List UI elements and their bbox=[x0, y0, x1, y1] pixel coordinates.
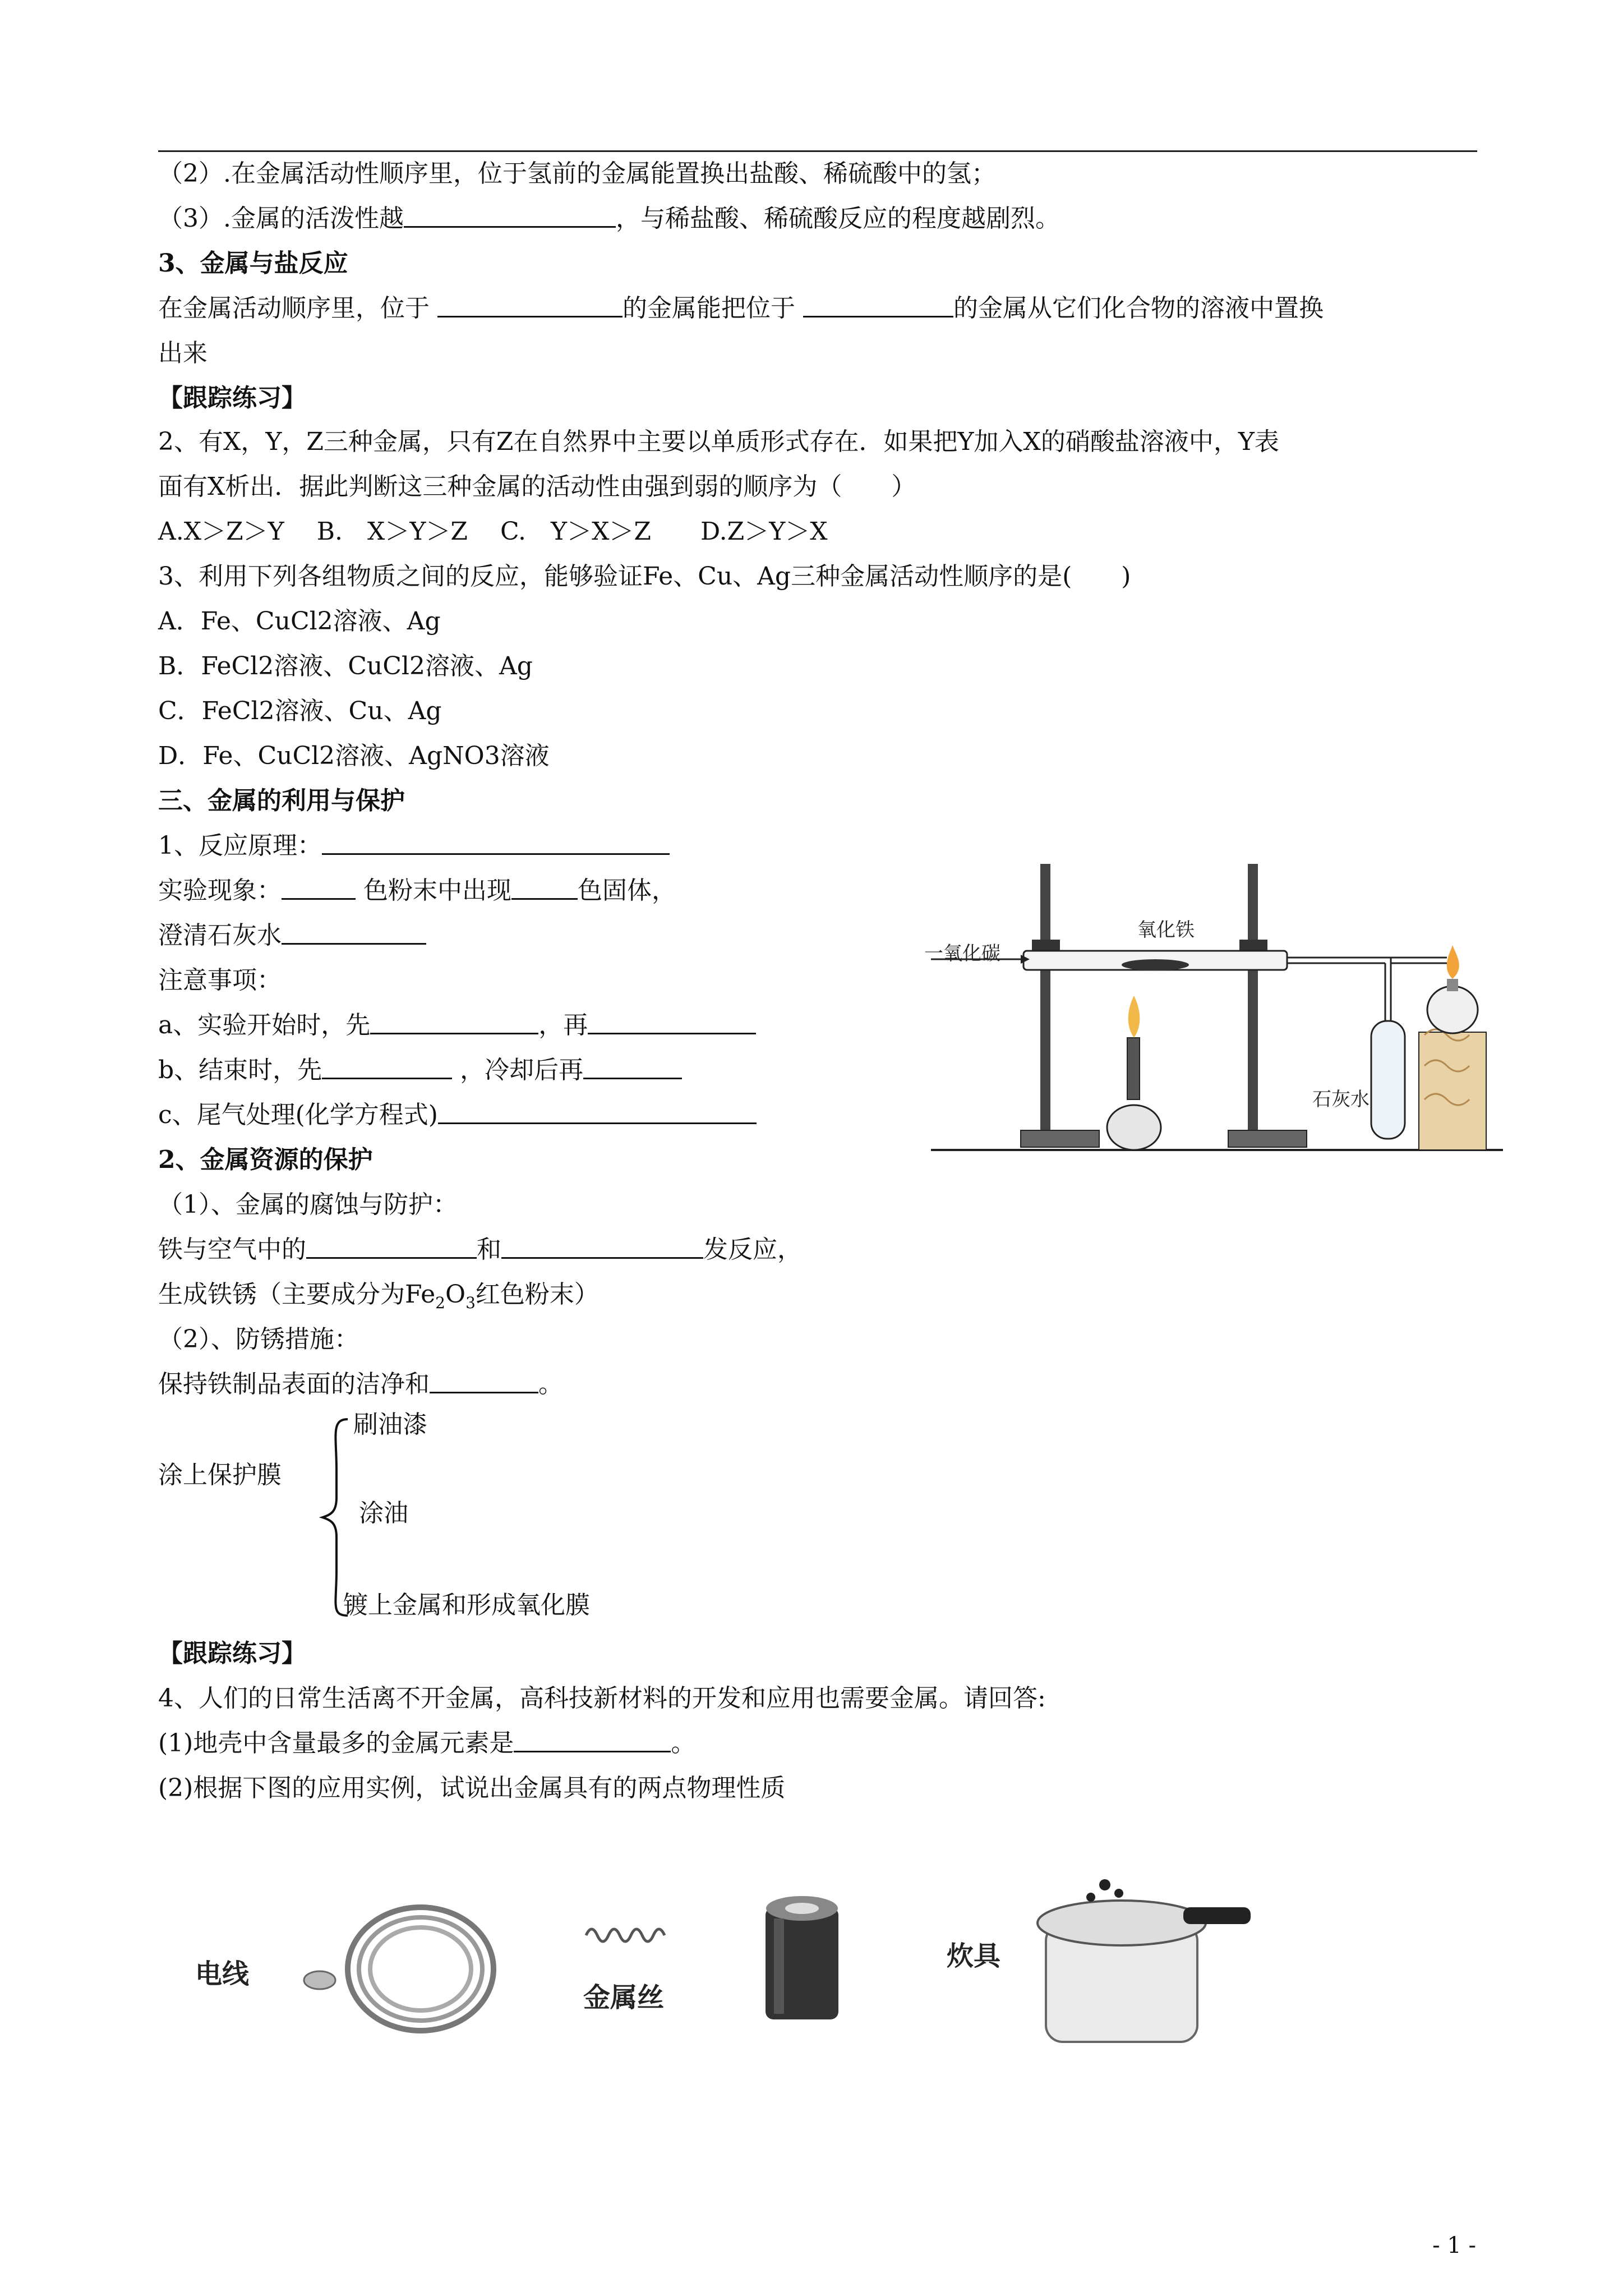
text-segment: (1)地壳中含量最多的金属元素是 bbox=[158, 1729, 514, 1757]
label-cookware: 炊具 bbox=[947, 1940, 1001, 1972]
corrosion-heading: （1）、金属的腐蚀与防护： bbox=[158, 1190, 458, 1219]
electric-wire-coil-image bbox=[292, 1896, 505, 2042]
answer-blank[interactable] bbox=[322, 831, 670, 855]
answer-blank[interactable] bbox=[437, 293, 623, 318]
metal-cylinder-image bbox=[751, 1885, 852, 2031]
section-heading-practice-2: 【跟踪练习】 bbox=[158, 1639, 306, 1668]
answer-blank[interactable] bbox=[282, 876, 356, 900]
text-segment: 和 bbox=[477, 1235, 501, 1264]
notes-heading: 注意事项： bbox=[158, 966, 282, 995]
limewater-line bbox=[158, 919, 426, 953]
text-segment: a、实验开始时，先 bbox=[158, 1011, 371, 1039]
co-reduction-apparatus-figure bbox=[920, 853, 1514, 1167]
text-segment: 实验现象： bbox=[158, 876, 282, 905]
answer-blank[interactable] bbox=[404, 204, 616, 228]
answer-blank[interactable] bbox=[438, 1100, 757, 1124]
answer-blank[interactable] bbox=[588, 1010, 756, 1034]
question-3-option-a: A．Fe、CuCl2溶液、Ag bbox=[158, 607, 441, 636]
text-segment: 生成铁锈（主要成分为Fe bbox=[158, 1280, 436, 1309]
text-segment: 的金属从它们化合物的溶液中置换 bbox=[953, 294, 1324, 323]
header-rule bbox=[158, 150, 1477, 152]
note-b bbox=[158, 1053, 682, 1087]
text-segment: 红色粉末） bbox=[475, 1280, 599, 1309]
subscript: 2 bbox=[435, 1293, 445, 1312]
text-line-activity bbox=[158, 202, 1060, 236]
brace-item-plating: 镀上金属和形成氧化膜 bbox=[343, 1591, 590, 1619]
text-segment: c、尾气处理(化学方程式) bbox=[158, 1101, 438, 1129]
question-3: 3、利用下列各组物质之间的反应，能够验证Fe、Cu、Ag三种金属活动性顺序的是( ) bbox=[158, 562, 1131, 591]
text-segment: ，与稀盐酸、稀硫酸反应的程度越剧烈。 bbox=[615, 204, 1060, 233]
text-line-hydrogen-displacement: （2）.在金属活动性顺序里，位于氢前的金属能置换出盐酸、稀硫酸中的氢； bbox=[158, 159, 996, 188]
pressure-cooker-image bbox=[1021, 1862, 1256, 2047]
question-4-part-1 bbox=[158, 1727, 695, 1760]
question-4-part-2: (2)根据下图的应用实例，试说出金属具有的两点物理性质 bbox=[158, 1774, 786, 1802]
answer-blank[interactable] bbox=[803, 293, 953, 318]
corrosion-line bbox=[158, 1233, 802, 1267]
brace-left-label: 涂上保护膜 bbox=[158, 1461, 282, 1489]
text-segment: 色固体， bbox=[578, 876, 676, 905]
answer-blank[interactable] bbox=[282, 921, 426, 945]
label-metal-wire: 金属丝 bbox=[583, 1982, 665, 2013]
brace-item-oil: 涂油 bbox=[359, 1499, 408, 1527]
answer-blank[interactable] bbox=[501, 1235, 703, 1259]
text-segment: ，冷却后再 bbox=[452, 1056, 584, 1084]
label-carbon-monoxide: 一氧化碳 bbox=[924, 942, 1000, 965]
metal-wire-spring-image bbox=[583, 1918, 673, 1952]
section-heading-use-protect: 三、金属的利用与保护 bbox=[158, 786, 405, 815]
label-iron-oxide: 氧化铁 bbox=[1137, 919, 1195, 941]
phenomenon-line bbox=[158, 874, 676, 908]
section-heading-resource-protection: 2、金属资源的保护 bbox=[158, 1145, 373, 1174]
label-electric-wire: 电线 bbox=[195, 1958, 250, 1990]
question-2-line-1: 2、有X，Y，Z三种金属，只有Z在自然界中主要以单质形式存在．如果把Y加入X的硝酸盐溶液中，Y表 bbox=[158, 427, 1279, 456]
brace-item-paint: 刷油漆 bbox=[353, 1410, 427, 1439]
text-segment: （3）.金属的活泼性越 bbox=[158, 204, 404, 233]
text-segment: 保持铁制品表面的洁净和 bbox=[158, 1370, 430, 1398]
question-2-line-2: 面有X析出．据此判断这三种金属的活动性由强到弱的顺序为（ ） bbox=[158, 472, 916, 501]
text-line-metal-salt-rule bbox=[158, 292, 1324, 325]
text-segment: 在金属活动顺序里，位于 bbox=[158, 294, 437, 323]
answer-blank[interactable] bbox=[306, 1235, 477, 1259]
text-line-continuation: 出来 bbox=[158, 339, 208, 367]
answer-blank[interactable] bbox=[430, 1369, 538, 1393]
text-segment: ，再 bbox=[538, 1011, 588, 1039]
text-segment: 的金属能把位于 bbox=[623, 294, 803, 323]
text-segment: 色粉末中出现 bbox=[356, 876, 511, 905]
question-3-option-b: B．FeCl2溶液、CuCl2溶液、Ag bbox=[158, 652, 533, 680]
answer-blank[interactable] bbox=[322, 1055, 452, 1079]
answer-blank[interactable] bbox=[583, 1055, 682, 1079]
note-c bbox=[158, 1098, 757, 1132]
question-2-options: A.X＞Z＞Y B. X＞Y＞Z C. Y＞X＞Z D.Z＞Y＞X bbox=[158, 517, 828, 546]
question-3-option-c: C．FeCl2溶液、Cu、Ag bbox=[158, 697, 442, 725]
text-segment: 铁与空气中的 bbox=[158, 1235, 306, 1264]
text-segment: O bbox=[445, 1280, 466, 1309]
rust-line bbox=[158, 1278, 599, 1320]
reaction-principle-line bbox=[158, 829, 670, 863]
section-heading-practice-1: 【跟踪练习】 bbox=[158, 384, 306, 412]
answer-blank[interactable] bbox=[511, 876, 578, 900]
text-segment: 。 bbox=[538, 1370, 563, 1398]
clean-surface-line bbox=[158, 1368, 563, 1401]
page-number: - 1 - bbox=[1432, 2233, 1476, 2258]
answer-blank[interactable] bbox=[370, 1010, 538, 1034]
question-3-option-d: D．Fe、CuCl2溶液、AgNO3溶液 bbox=[158, 742, 550, 770]
text-segment: 澄清石灰水 bbox=[158, 921, 282, 950]
text-segment: 。 bbox=[671, 1729, 696, 1757]
label-limewater: 石灰水 bbox=[1312, 1088, 1370, 1111]
text-segment: b、结束时，先 bbox=[158, 1056, 322, 1084]
subscript: 3 bbox=[465, 1293, 476, 1312]
note-a bbox=[158, 1009, 756, 1042]
text-segment: 发反应， bbox=[703, 1235, 802, 1264]
section-heading-metal-salt: 3、金属与盐反应 bbox=[158, 249, 348, 278]
rust-prevention-heading: （2）、防锈措施： bbox=[158, 1325, 359, 1354]
answer-blank[interactable] bbox=[514, 1728, 671, 1752]
text-segment: 1、反应原理： bbox=[158, 831, 322, 860]
question-4: 4、人们的日常生活离不开金属，高科技新材料的开发和应用也需要金属。请回答: bbox=[158, 1684, 1046, 1713]
